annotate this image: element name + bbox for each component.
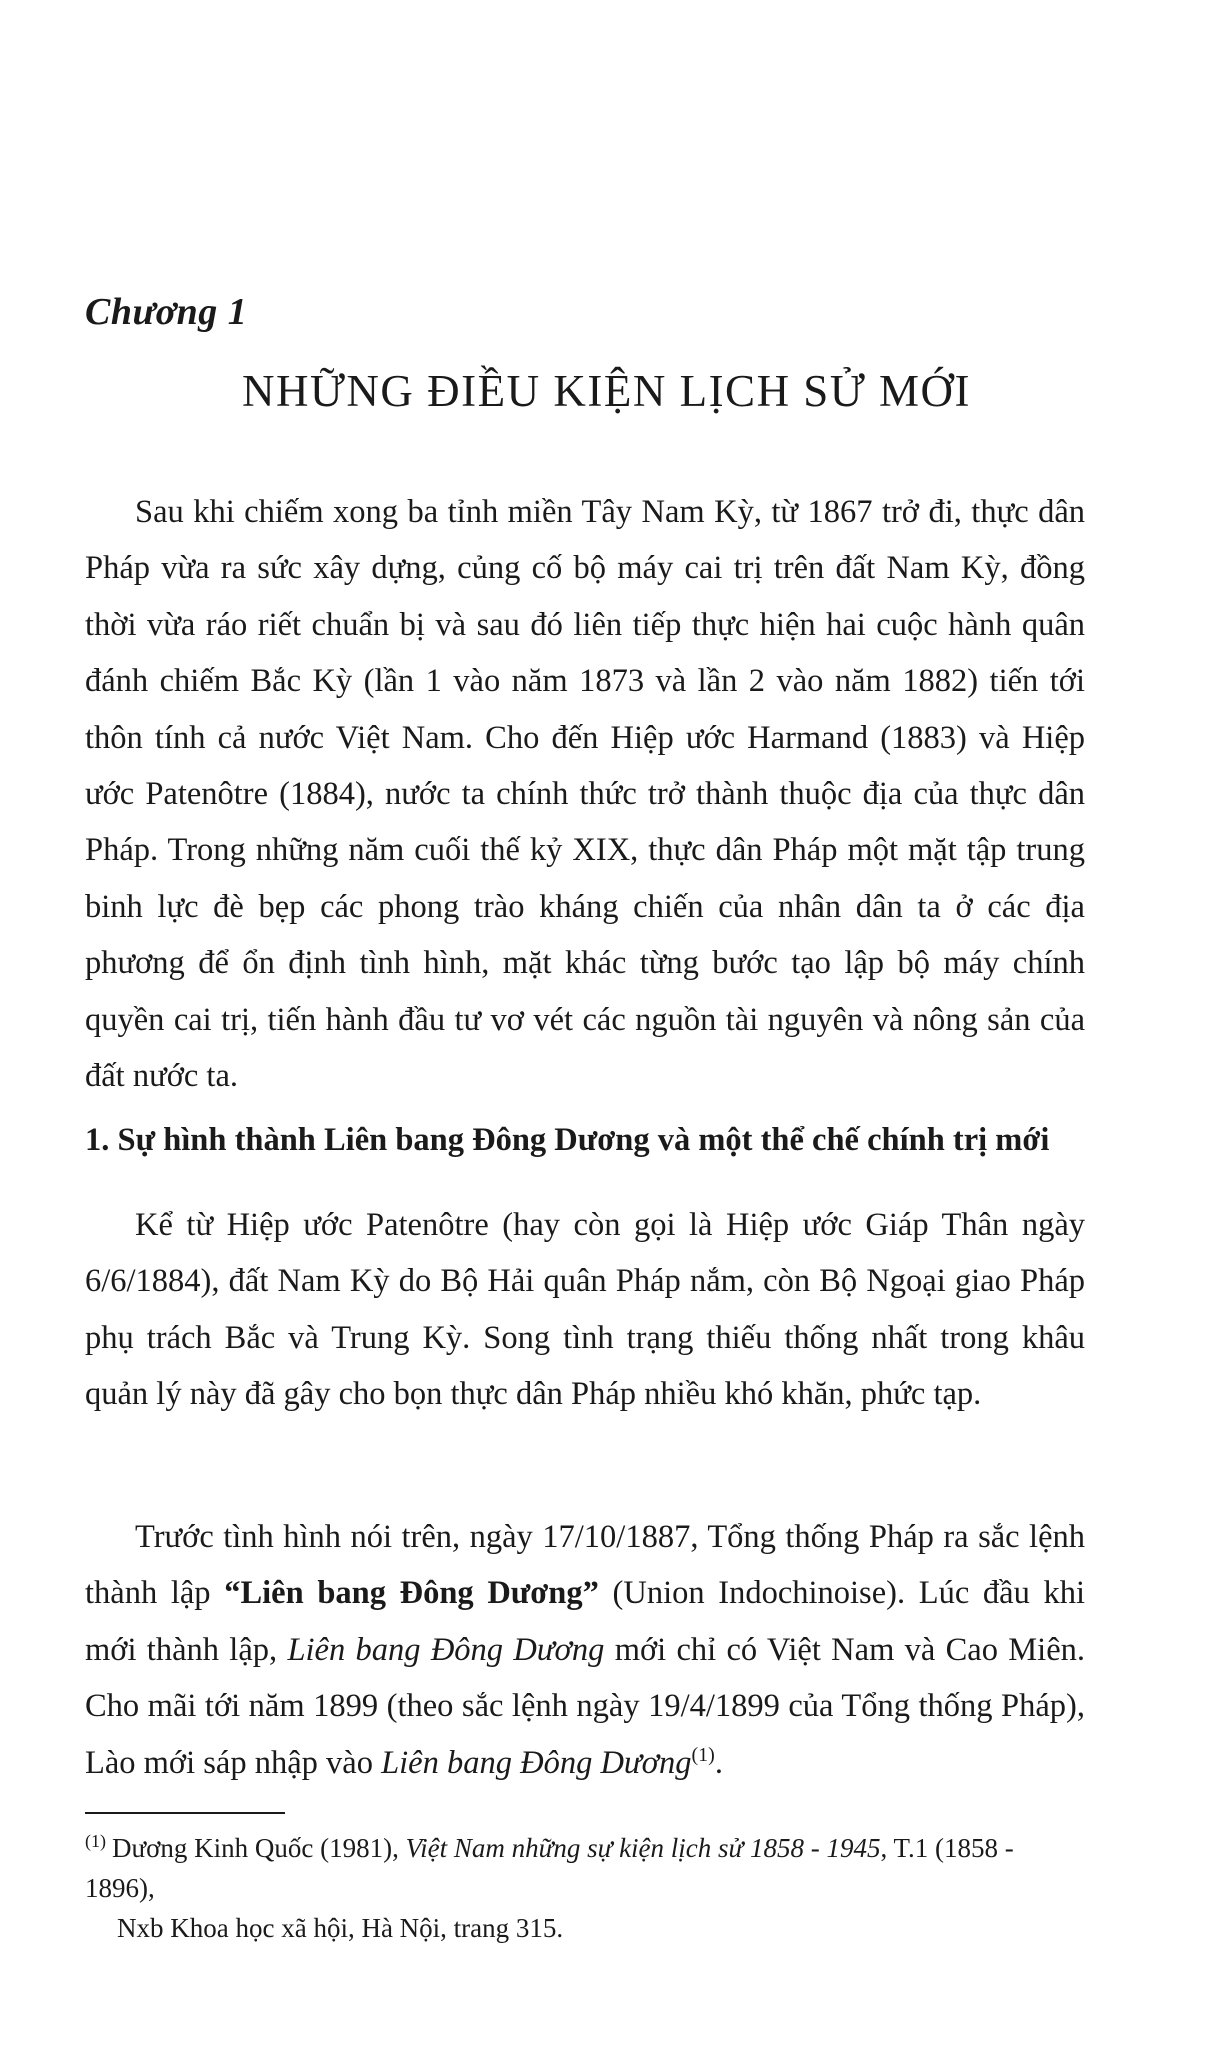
p3-end: .: [714, 1744, 723, 1781]
footnote-book-title: Việt Nam những sự kiện lịch sử 1858 - 1945: [405, 1833, 881, 1863]
p3-italic-union-1: Liên bang Đông Dương: [287, 1631, 605, 1668]
chapter-title: NHỮNG ĐIỀU KIỆN LỊCH SỬ MỚI: [241, 366, 971, 416]
paragraph-intro: Sau khi chiếm xong ba tỉnh miền Tây Nam Kỳ, từ 1867 trở đi, thực dân Pháp vừa ra sức xây dựng, củng cố bộ máy cai trị trên đất Nam Kỳ, đồng thời vừa ráo riết chuẩn bị và sau đó liên tiếp thực hiện hai cuộc hành quân đánh chiếm Bắc Kỳ (lần 1 vào năm 1873 và lần 2 vào năm 1882) tiến tới thôn tính cả nước Việt Nam. Cho đến Hiệp ước Harmand (1883) và Hiệp ước Patenôtre (1884), nước ta chính thức trở thành thuộc địa của thực dân Pháp. Trong những năm cuối thế kỷ XIX, thực dân Pháp một mặt tập trung binh lực đè bẹp các phong trào kháng chiến của nhân dân ta ở các địa phương để ổn định tình hình, mặt khác từng bước tạo lập bộ máy chính quyền cai trị, tiến hành đầu tư vơ vét các nguồn tài nguyên và nông sản của đất nước ta.: [85, 494, 1085, 1095]
p3-text-3: mới chỉ có Việt Nam và Cao Miên. Cho mãi tới năm 1899 (theo sắc lệnh ngày 19/4/1899 của Tổng thống Pháp), Lào mới sáp nhập vào: [85, 1631, 1086, 1781]
footnote-text-1: Dương Kinh Quốc (1981),: [112, 1833, 406, 1863]
section-heading: 1. Sự hình thành Liên bang Đông Dương và một thể chế chính trị mới: [85, 1122, 1050, 1158]
p3-italic-union-2: Liên bang Đông Dương: [381, 1744, 692, 1781]
footnote-reference[interactable]: (1): [691, 1743, 715, 1766]
footnote-divider: [85, 1812, 285, 1814]
p3-text-2: (Union Indochinoise). Lúc đầu khi mới thành lập,: [85, 1575, 1085, 1668]
p3-bold-union: “Liên bang Đông Dương”: [224, 1575, 599, 1612]
chapter-label: Chương 1: [85, 291, 248, 333]
paragraph-patenotre: Kể từ Hiệp ước Patenôtre (hay còn gọi là Hiệp ước Giáp Thân ngày 6/6/1884), đất Nam Kỳ do Bộ Hải quân Pháp nắm, còn Bộ Ngoại giao Pháp phụ trách Bắc và Trung Kỳ. Song tình trạng thiếu thống nhất trong khâu quản lý này đã gây cho bọn thực dân Pháp nhiều khó khăn, phức tạp.: [85, 1207, 1085, 1413]
footnote-text-2: , T.1 (1858 - 1896),: [85, 1833, 1014, 1903]
paragraph-union-indochinoise: [85, 1509, 1085, 1791]
footnote-line-2: Nxb Khoa học xã hội, Hà Nội, trang 315.: [117, 1913, 564, 1943]
p3-text-1: Trước tình hình nói trên, ngày 17/10/1887, Tổng thống Pháp ra sắc lệnh thành lập: [85, 1519, 1085, 1612]
footnote-marker: (1): [85, 1831, 106, 1851]
footnote: [85, 1828, 1085, 1948]
